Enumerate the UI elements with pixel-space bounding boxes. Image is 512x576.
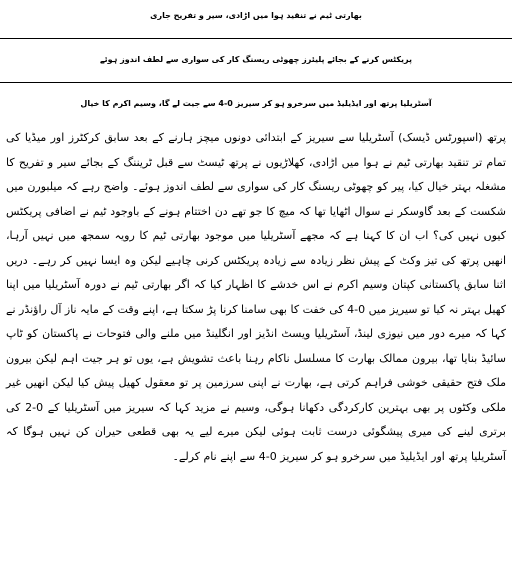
headline-quote: آسٹریلیا پرتھ اور ایڈیلیڈ میں سرخرو ہو کر سیریز 0-4 سے جیت لے گا، وسیم اکرم کا خیال	[80, 99, 432, 108]
headline-main: بھارتی ٹیم نے تنقید ہوا میں اڑادی، سیر و تفریح جاری	[150, 11, 362, 20]
divider	[0, 38, 512, 39]
article-paragraph: پرتھ (اسپورٹس ڈیسک) آسٹریلیا سے سیریز کے ابتدائی دونوں میچز ہارنے کے بعد سابق کرکٹرز اور میڈیا کی تمام تر تنقید بھارتی ٹیم نے ہوا میں اڑادی، کھلاڑیوں نے پرتھ ٹیسٹ سے قبل ٹریننگ کے بجائے سیر و تفریح کا مشغلہ بہتر خیال کیا، پیر کو چھوٹی ریسنگ کار کی سواری سے لطف اندوز ہوئے۔ واضح رہے کہ میلبورن میں شکست کے بعد گاوسکر نے سوال اٹھایا تھا کہ میچ کا جو تھے دن اختتام ہونے کے باوجود ٹیم نے اضافی پریکٹس کیوں نہیں کی؟ اب ان کا کہنا ہے کہ مجھے آسٹریلیا میں موجود بھارتی ٹیم کا رویہ سمجھ میں نہیں آرہا، انھیں پرتھ کی تیز وکٹ کے پیش نظر زیادہ سے زیادہ پریکٹس کرنی چاہیے لیکن وہ ایسا نہیں کر رہے۔ دریں اثنا سابق پاکستانی کپتان وسیم اکرم نے اس خدشے کا اظہار کیا کہ اگر بھارتی ٹیم نے دورہ آسٹریلیا میں اپنا کھیل بہتر نہ کیا تو سیریز میں 0-4 کی خفت کا بھی سامنا کرنا پڑ سکتا ہے، اپنے وقت کے مایہ ناز آل راؤنڈر نے کہا کہ میرے دور میں نیوزی لینڈ، آسٹریلیا ویسٹ انڈیز اور انگلینڈ میں ملنے والی فتوحات نے پاکستان کو ٹاپ سائیڈ بنایا تھا، بیرون ممالک بھارت کا مسلسل ناکام رہنا باعث تشویش ہے، یوں تو ہر جیت اہم لیکن بیرون ملک فتح حقیقی خوشی فراہم کرتی ہے، بھارت نے اپنی سرزمین پر تو معقول کھیل پیش کیا لیکن انھیں غیر ملکی وکٹوں پر بھی بہترین کارکردگی دکھانا ہوگی، وسیم نے مزید کہا کہ سیریز میں آسٹریلیا کے 0-2 کی برتری لینے کی میری پیشگوئی درست ثابت ہوئی لیکن میرے لیے یہ بھی قطعی حیران کن نہیں ہوگا کہ آسٹریلیا پرتھ اور ایڈیلیڈ میں سرخرو ہو کر سیریز 0-4 سے اپنے نام کرلے۔	[6, 131, 506, 463]
headline-sub: پریکٹس کرنے کے بجائے پلیئرز چھوٹی ریسنگ کار کی سواری سے لطف اندوز ہوئے	[99, 55, 413, 64]
article-body	[6, 126, 506, 469]
divider	[0, 82, 512, 83]
